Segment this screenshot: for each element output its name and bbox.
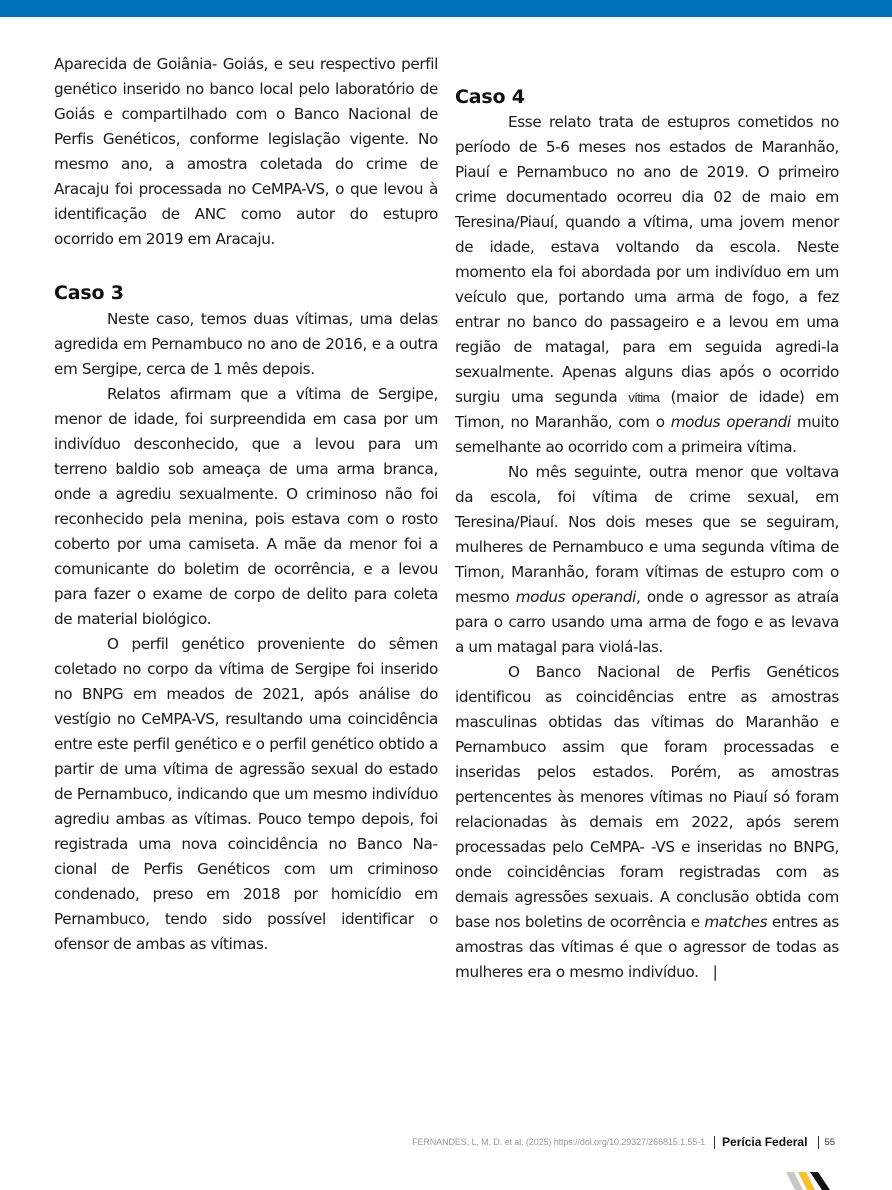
journal-logo-icon <box>786 1172 836 1190</box>
case3-paragraph-1: Neste caso, temos duas vítimas, uma delas agredida em Pernambuco no ano de 2016, e a outra em Sergipe, cerca de 1 mês depois. <box>54 310 438 378</box>
case4-heading: Caso 4 <box>455 86 525 108</box>
right-column <box>455 84 839 985</box>
end-of-article-mark: | <box>712 963 718 981</box>
text-run: O Banco Nacional de Perfis Genéticos identificou as coincidências entre as amostras masculinas obtidas das vítimas do Maranhão e Pernambuco assim que foram processadas e inseridas pelos estados. Porém, as amostras pertencentes às menores vítimas no Piauí só foram relacionadas às demais em 2022, após serem processadas pelo CeMPA- -VS e inseridas no BNPG, onde coincidências foram registradas com as demais agressões sexuais. A conclusão obtida com base nos boletins de ocorrência e <box>455 663 839 931</box>
footer-divider <box>818 1136 819 1149</box>
text-run: entres as amostras das vítimas é que o agressor de todas as mulheres era o mesmo indivíduo. <box>455 913 839 981</box>
left-column <box>54 52 438 957</box>
condensed-word: vítima <box>628 390 660 405</box>
case4-paragraph-1 <box>455 110 839 460</box>
italic-term: modus operandi <box>670 413 791 431</box>
text-run: , onde o agressor as atraía para o carro usando uma arma de fogo e as levava a um matagal para violá-las. <box>455 588 839 656</box>
footer-divider <box>714 1136 715 1149</box>
case3-paragraph-2: Relatos afirmam que a vítima de Sergipe, menor de idade, foi surpreendida em casa por um indivíduo desconhecido, que a levou para um terreno baldio sob ameaça de uma arma branca, onde a agrediu sexualmente. O criminoso não foi reconhecido pela menina, pois estava com o rosto coberto por uma camiseta. A mãe da menor foi a comunicante do boletim de ocorrência, e a levou para fazer o exame de corpo de delito para coleta de material biológico. <box>54 385 438 628</box>
text-run: muito semelhante ao ocorrido com a primeira vítima. <box>455 413 839 456</box>
case3-paragraph-3: O perfil genético proveniente do sêmen coletado no corpo da vítima de Sergipe foi inserido no BNPG em meados de 2021, após análise do vestígio no CeMPA-VS, resultando uma coincidência entre este perfil genético e o perfil genético obtido a partir de uma vítima de agressão sexual do estado de Pernambuco, indicando que um mesmo indivíduo agrediu ambas as vítimas. Pouco tempo depois, foi registrada uma nova coincidência no Banco Nacional de Perfis Genéticos com um criminoso condenado, preso em 2018 por homicídio em Pernambuco, tendo sido possível identificar o ofensor de ambas as vítimas. <box>54 635 438 953</box>
header-bar <box>0 0 892 17</box>
intro-paragraph: Aparecida de Goiânia- Goiás, e seu respectivo perfil genético inserido no banco local pelo laboratório de Goiás e compartilhado com o Banco Nacional de Perfis Genéticos, conforme legislação vigente. No mesmo ano, a amostra coletada do crime de Aracaju foi processada no CeMPA-VS, o que levou à identificação de ANC como autor do estupro ocorrido em 2019 em Aracaju. <box>54 55 438 248</box>
text-run: (maior de idade) em Timon, no Maranhão, com o <box>455 388 839 431</box>
case4-paragraph-2 <box>455 460 839 660</box>
page-number: 55 <box>824 1136 835 1148</box>
italic-term: matches <box>704 913 768 931</box>
case4-paragraph-3 <box>455 660 839 985</box>
text-run: No mês seguinte, outra menor que voltava da escola, foi vítima de crime sexual, em Teresina/Piauí. Nos dois meses que se seguiram, mulheres de Pernambuco e uma segunda vítima de Timon, Maranhão, foram vítimas de estupro com o mesmo <box>455 463 839 606</box>
italic-term: modus operandi <box>515 588 637 606</box>
page-footer <box>412 1135 835 1149</box>
footer-citation: FERNANDES, L. M. D. et al. (2025) https://doi.org/10.29327/266815.1.55-1 <box>412 1137 706 1147</box>
text-run: Esse relato trata de estupros cometidos no período de 5-6 meses nos estados de Maranhão, Piauí e Pernambuco no ano de 2019. O primeiro crime documentado ocorreu dia 02 de maio em Teresina/Piauí, quando a vítima, uma jovem menor de idade, estava voltando da escola. Neste momento ela foi abordada por um indivíduo em um veículo que, portando uma arma de fogo, a fez entrar no banco do passageiro e a levou em uma região de matagal, para em seguida agredi-la sexualmente. Apenas alguns dias após o ocorrido surgiu uma segunda <box>455 113 839 406</box>
case3-heading: Caso 3 <box>54 282 124 304</box>
journal-name: Perícia Federal <box>722 1135 808 1149</box>
